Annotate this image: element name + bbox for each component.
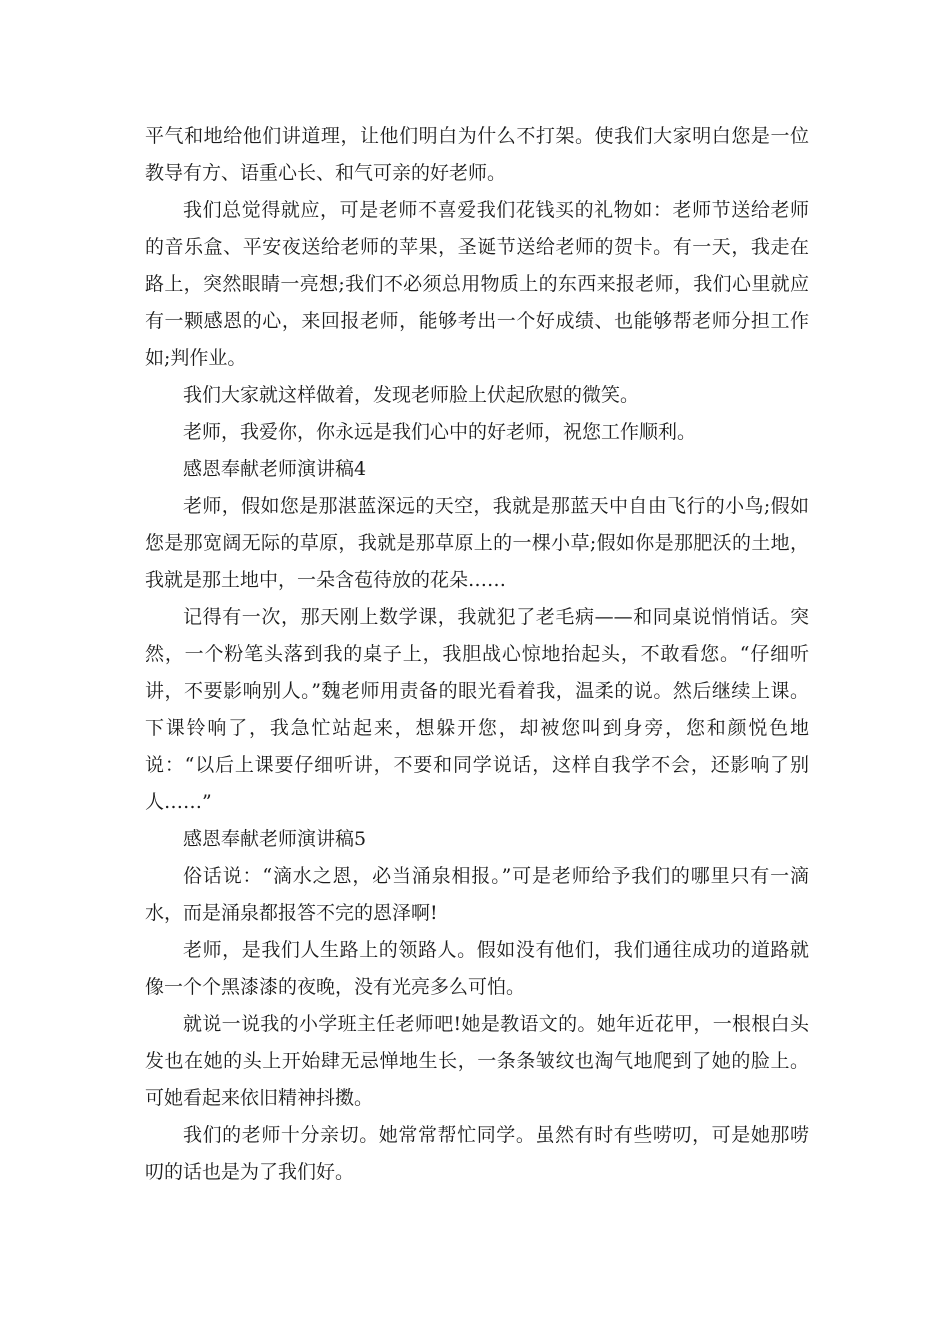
document-body bbox=[145, 118, 809, 1191]
paragraph: 我们的老师十分亲切。她常常帮忙同学。虽然有时有些唠叨，可是她那唠叨的话也是为了我们好。 bbox=[145, 1124, 809, 1183]
paragraph: 我们大家就这样做着，发现老师脸上伏起欣慰的微笑。 bbox=[183, 384, 640, 406]
paragraph: 老师，是我们人生路上的领路人。假如没有他们，我们通往成功的道路就像一个个黑漆漆的夜晚，没有光亮多么可怕。 bbox=[145, 939, 809, 998]
paragraph: 俗话说：“滴水之恩，必当涌泉相报。”可是老师给予我们的哪里只有一滴水，而是涌泉都报答不完的恩泽啊! bbox=[145, 865, 809, 924]
section-heading: 感恩奉献老师演讲稿5 bbox=[183, 828, 367, 850]
paragraph-continuation: 平气和地给他们讲道理，让他们明白为什么不打架。使我们大家明白您是一位教导有方、语重心长、和气可亲的好老师。 bbox=[145, 125, 809, 184]
paragraph: 我们总觉得就应，可是老师不喜爱我们花钱买的礼物如：老师节送给老师的音乐盒、平安夜送给老师的苹果，圣诞节送给老师的贺卡。有一天，我走在路上，突然眼睛一亮想;我们不必须总用物质上的东西来报老师，我们心里就应有一颗感恩的心，来回报老师，能够考出一个好成绩、也能够帮老师分担工作如;判作业。 bbox=[145, 199, 809, 369]
section-heading: 感恩奉献老师演讲稿4 bbox=[183, 458, 367, 480]
paragraph: 老师，我爱你，你永远是我们心中的好老师，祝您工作顺利。 bbox=[183, 421, 697, 443]
paragraph: 记得有一次，那天刚上数学课，我就犯了老毛病——和同桌说悄悄话。突然，一个粉笔头落到我的桌子上，我胆战心惊地抬起头，不敢看您。“仔细听讲，不要影响别人。”魏老师用责备的眼光看着我，温柔的说。然后继续上课。下课铃响了，我急忙站起来，想躲开您，却被您叫到身旁，您和颜悦色地说：“以后上课要仔细听讲，不要和同学说话，这样自我学不会，还影响了别人……” bbox=[145, 606, 809, 813]
paragraph: 老师，假如您是那湛蓝深远的天空，我就是那蓝天中自由飞行的小鸟;假如您是那宽阔无际的草原，我就是那草原上的一棵小草;假如你是那肥沃的土地，我就是那土地中，一朵含苞待放的花朵…… bbox=[145, 495, 809, 591]
paragraph: 就说一说我的小学班主任老师吧!她是教语文的。她年近花甲，一根根白头发也在她的头上开始肆无忌惮地生长，一条条皱纹也淘气地爬到了她的脸上。可她看起来依旧精神抖擞。 bbox=[145, 1013, 809, 1109]
